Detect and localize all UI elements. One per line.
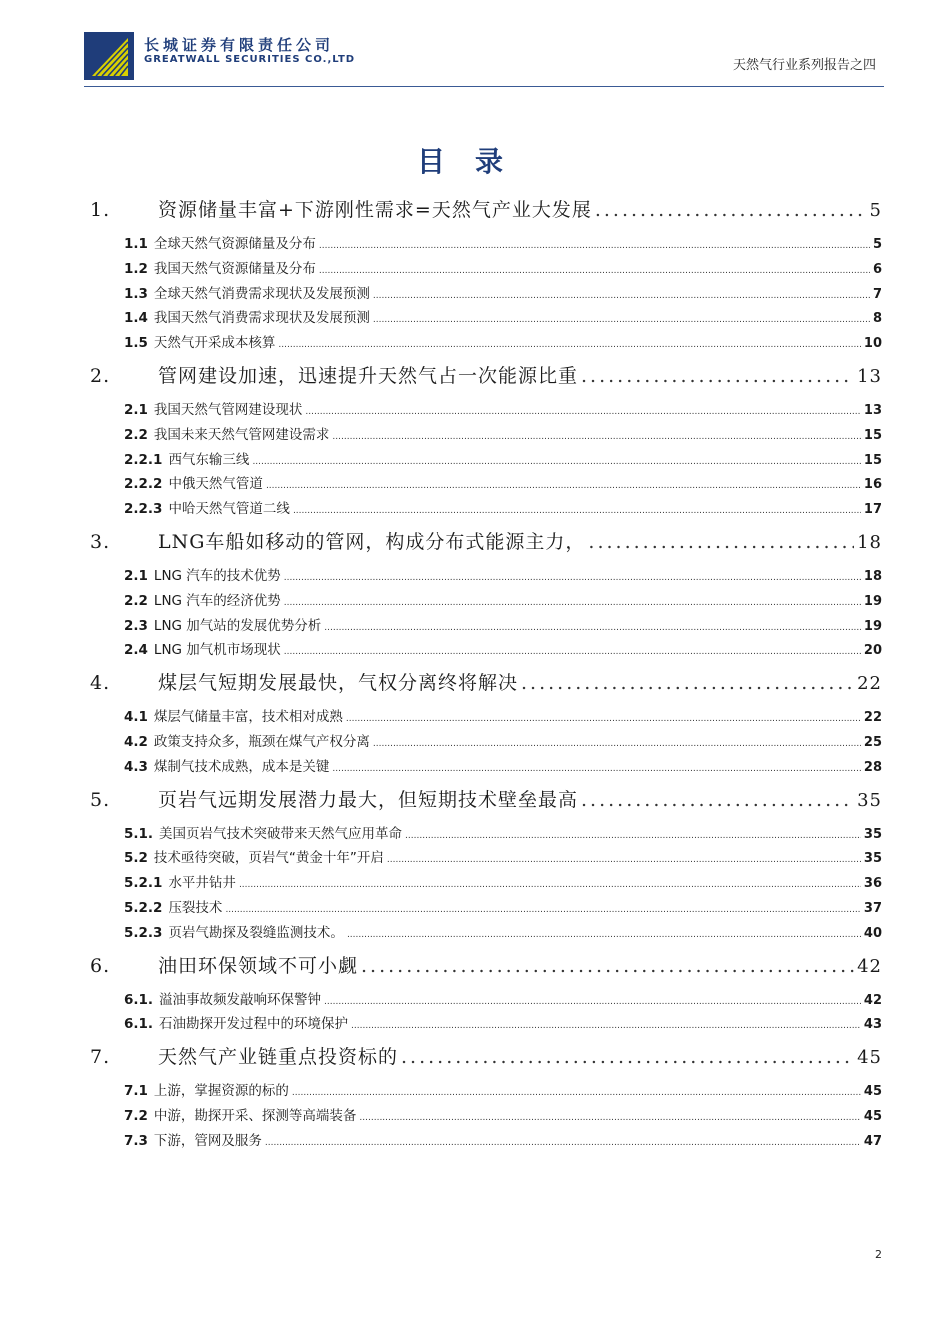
subsection-number: 2.3 [124,617,148,634]
subsection-page: 43 [863,1017,882,1033]
section-number: 2. [90,364,111,387]
section-page: 22 [857,673,882,695]
subsection-page: 7 [872,286,882,302]
subsection-page: 8 [872,311,882,327]
leader-dots [581,364,854,389]
toc-subsection[interactable] [90,331,882,356]
subsection-page: 47 [863,1133,882,1149]
section-title: LNG车船如移动的管网，构成分布式能源主力， [158,530,586,553]
leader-dots [284,566,861,591]
subsection-number: 1.3 [124,285,148,302]
subsection-title: 煤制气技术成熟，成本是关键 [153,758,330,775]
subsection-number: 7.3 [124,1132,148,1149]
leader-dots [225,898,860,923]
toc-subsection[interactable] [90,614,882,639]
subsection-title: 压裂技术 [168,899,223,916]
toc-subsection[interactable] [90,638,882,663]
toc-section[interactable] [90,364,882,389]
toc-subsection[interactable] [90,564,882,589]
leader-dots [351,1014,861,1039]
leader-dots [305,400,860,425]
subsection-title: 页岩气勘探及裂缝监测技术。 [168,924,344,941]
subsection-number: 2.2 [124,426,148,443]
subsection-number: 5.1. [124,825,154,842]
subsection-page: 15 [863,452,882,468]
section-number: 6. [90,954,111,977]
subsection-title: 中游，勘探开采、探测等高端装备 [153,1107,357,1124]
subsection-title: 下游，管网及服务 [153,1132,262,1149]
leader-dots [401,1045,854,1070]
leader-dots [284,640,861,665]
toc-subsection[interactable] [90,988,882,1013]
toc-subsection[interactable] [90,822,882,847]
subsection-page: 17 [863,502,882,518]
leader-dots [324,990,861,1015]
toc-section[interactable] [90,530,882,555]
subsection-page: 13 [863,402,882,418]
subsection-title: 中俄天然气管道 [168,476,263,493]
subsection-number: 2.1 [124,401,148,418]
toc-subsection[interactable] [90,232,882,257]
subsection-page: 45 [863,1108,882,1124]
subsection-number: 1.4 [124,310,148,327]
subsection-page: 35 [863,826,882,842]
subsection-page: 35 [863,851,882,867]
leader-dots [324,616,861,641]
section-title: 管网建设加速，迅速提升天然气占一次能源比重 [158,364,579,387]
subsection-title: 石油勘探开发过程中的环境保护 [159,1016,349,1033]
toc-section[interactable] [90,1045,882,1070]
subsection-page: 45 [863,1084,882,1100]
subsection-page: 16 [863,477,882,493]
subsection-number: 5.2.1 [124,875,163,892]
toc-subsection[interactable] [90,257,882,282]
subsection-number: 7.2 [124,1107,148,1124]
toc-subsection[interactable] [90,1012,882,1037]
toc-subsection[interactable] [90,1079,882,1104]
subsection-page: 40 [863,925,882,941]
section-page: 18 [857,531,882,553]
section-number: 4. [90,672,111,695]
section-number: 1. [90,199,111,221]
leader-dots [293,499,861,524]
toc-subsection[interactable] [90,589,882,614]
subsection-title: 上游，掌握资源的标的 [153,1083,289,1100]
subsection-title: 政策支持众多，瓶颈在煤气产权分离 [153,733,370,750]
subsection-page: 20 [863,643,882,659]
subsection-title: 我国天然气管网建设现状 [153,401,303,418]
subsection-page: 42 [863,992,882,1008]
leader-dots [521,671,854,696]
toc-subsection[interactable] [90,705,882,730]
subsection-number: 7.1 [124,1083,148,1100]
toc-section[interactable] [90,954,882,979]
subsection-page: 25 [863,734,882,750]
subsection-number: 2.2.1 [124,451,163,468]
subsection-number: 2.2.3 [124,501,163,518]
subsection-number: 5.2.3 [124,924,163,941]
leader-dots [266,474,861,499]
leader-dots [387,848,861,873]
toc-subsection[interactable] [90,1104,882,1129]
leader-dots [405,824,861,849]
subsection-title: 全球天然气消费需求现状及发展预测 [153,285,370,302]
subsection-title: 全球天然气资源储量及分布 [153,236,316,252]
subsection-title: 美国页岩气技术突破带来天然气应用革命 [159,825,403,842]
subsection-title: LNG 加气机市场现状 [153,642,281,659]
section-title: 天然气产业链重点投资标的 [158,1046,399,1069]
company-name-cn: 长城证券有限责任公司 [144,36,335,54]
subsection-title: 我国天然气消费需求现状及发展预测 [153,310,370,327]
section-number: 7. [90,1046,111,1069]
subsection-page: 36 [863,876,882,892]
leader-dots [332,425,860,450]
leader-dots [278,333,860,358]
toc-subsection[interactable] [90,846,882,871]
section-number: 5. [90,788,111,811]
leader-dots [359,1106,860,1131]
subsection-title: 天然气开采成本核算 [153,335,276,352]
toc-subsection[interactable] [90,896,882,921]
section-title: 页岩气远期发展潜力最大，但短期技术壁垒最高 [158,788,579,811]
subsection-number: 6.1. [124,1016,154,1033]
toc-subsection[interactable] [90,921,882,946]
subsection-page: 18 [863,568,882,584]
subsection-page: 22 [863,710,882,726]
toc-subsection[interactable] [90,755,882,780]
toc-section[interactable] [90,788,882,813]
subsection-number: 1.1 [124,236,148,252]
table-of-contents [90,190,882,1154]
toc-subsection[interactable] [90,423,882,448]
report-series: 天然气行业系列报告之四 [732,58,876,73]
subsection-number: 1.2 [124,260,148,277]
leader-dots [581,788,854,813]
toc-subsection[interactable] [90,306,882,331]
subsection-page: 6 [872,261,882,277]
subsection-title: 技术亟待突破，页岩气“黄金十年”开启 [153,850,384,867]
subsection-number: 2.4 [124,642,148,659]
subsection-title: 我国未来天然气管网建设需求 [153,426,330,443]
leader-dots [284,591,861,616]
subsection-title: LNG 加气站的发展优势分析 [153,617,322,634]
section-page: 13 [857,365,882,387]
subsection-title: 溢油事故频发敲响环保警钟 [159,991,322,1008]
section-title: 煤层气短期发展最快，气权分离终将解决 [158,672,519,695]
toc-subsection[interactable] [90,1129,882,1154]
toc-subsection[interactable] [90,282,882,307]
leader-dots [265,1131,861,1156]
section-title: 油田环保领域不可小觑 [158,954,359,977]
leader-dots [588,530,854,555]
subsection-title: 中哈天然气管道二线 [168,501,290,518]
toc-section[interactable] [90,671,882,696]
section-page: 42 [857,955,882,977]
subsection-page: 15 [863,427,882,443]
leader-dots [373,732,861,757]
toc-section[interactable] [90,198,882,223]
subsection-number: 5.2.2 [124,899,163,916]
subsection-page: 10 [863,336,882,352]
leader-dots [239,873,861,898]
leader-dots [332,757,860,782]
subsection-page: 19 [863,593,882,609]
subsection-title: 西气东输三线 [168,451,250,468]
section-number: 3. [90,530,111,553]
toc-subsection[interactable] [90,448,882,473]
subsection-number: 2.2 [124,592,148,609]
subsection-title: 煤层气储量丰富，技术相对成熟 [153,709,343,726]
subsection-number: 2.2.2 [124,476,163,493]
toc-subsection[interactable] [90,398,882,423]
leader-dots [252,450,860,475]
leader-dots [346,707,861,732]
toc-title: 目录 [416,145,533,178]
subsection-number: 4.2 [124,733,148,750]
leader-dots [319,234,870,259]
leader-dots [319,259,870,284]
toc-subsection[interactable] [90,730,882,755]
subsection-number: 2.1 [124,567,148,584]
section-page: 35 [857,789,882,811]
leader-dots [373,284,870,309]
section-page: 5 [869,200,882,221]
subsection-page: 5 [872,237,882,252]
greatwall-logo-icon [84,32,134,80]
header-divider [84,86,884,87]
subsection-number: 5.2 [124,850,148,867]
company-name-en: GREATWALL SECURITIES CO.,LTD [144,54,356,65]
leader-dots [361,954,854,979]
subsection-title: LNG 汽车的经济优势 [153,592,281,609]
toc-subsection[interactable] [90,871,882,896]
leader-dots [347,923,861,948]
section-title: 资源储量丰富+下游刚性需求=天然气产业大发展 [158,199,592,221]
subsection-page: 19 [863,618,882,634]
subsection-title: 水平井钻井 [168,875,236,892]
page-number: 2 [875,1248,882,1261]
subsection-title: 我国天然气资源储量及分布 [153,260,316,277]
subsection-page: 37 [863,900,882,916]
leader-dots [373,308,870,333]
subsection-number: 4.1 [124,709,148,726]
company-logo [84,32,134,80]
subsection-page: 28 [863,759,882,775]
leader-dots [595,198,867,223]
section-page: 45 [857,1047,882,1069]
subsection-title: LNG 汽车的技术优势 [153,567,281,584]
toc-subsection[interactable] [90,497,882,522]
subsection-number: 1.5 [124,335,148,352]
subsection-number: 6.1. [124,991,154,1008]
page-header [84,26,884,88]
subsection-number: 4.3 [124,758,148,775]
leader-dots [292,1081,861,1106]
toc-subsection[interactable] [90,472,882,497]
